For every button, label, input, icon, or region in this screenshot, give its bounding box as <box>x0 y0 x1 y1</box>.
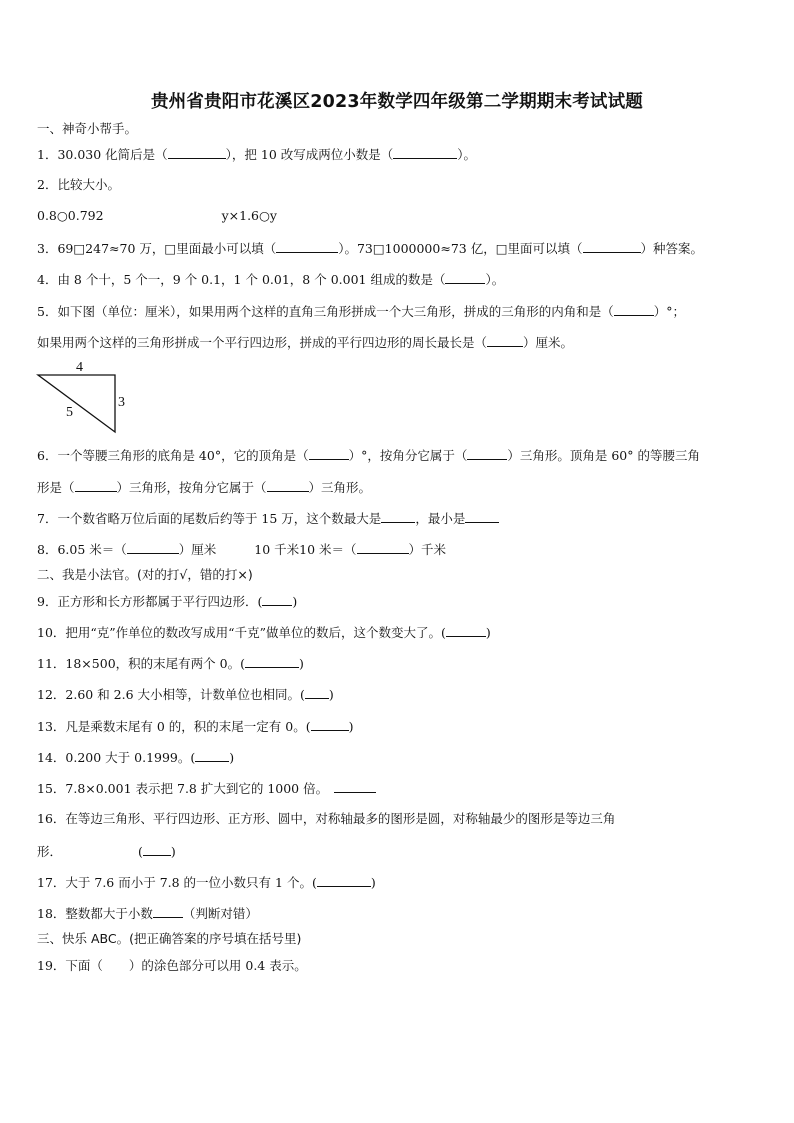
question-5-cont: 如果用两个这样的三角形拼成一个平行四边形，拼成的平行四边形的周长最长是（ ）厘米。 <box>37 335 574 350</box>
answer-blank[interactable] <box>445 271 485 284</box>
answer-blank[interactable] <box>465 510 499 523</box>
question-4: 4．由 8 个十，5 个一，9 个 0.1，1 个 0.01，8 个 0.001 组成的数是（ ）。 <box>37 272 505 287</box>
section-2-heading: 二、我是小法官。(对的打√，错的打×) <box>37 567 253 582</box>
question-5: 5．如下图（单位：厘米），如果用两个这样的直角三角形拼成一个大三角形，拼成的三角形的内角和是（ ）°； <box>37 304 685 319</box>
question-1: 1．30.030 化简后是（ ），把 10 改写成两位小数是（ ）。 <box>37 147 477 162</box>
answer-blank[interactable] <box>334 780 376 793</box>
compare-left: 0.8○0.792 <box>37 208 104 223</box>
answer-blank[interactable] <box>487 334 523 347</box>
answer-blank[interactable] <box>276 240 338 253</box>
answer-blank[interactable] <box>309 447 349 460</box>
section-1-heading: 一、神奇小帮手。 <box>37 121 138 136</box>
answer-blank[interactable] <box>381 510 415 523</box>
section-3-heading: 三、快乐 ABC。(把正确答案的序号填在括号里) <box>37 931 302 946</box>
question-11: 11．18×500，积的末尾有两个 0。( ) <box>37 656 304 671</box>
right-triangle-figure <box>30 358 140 438</box>
answer-blank[interactable] <box>245 655 299 668</box>
question-16: 16．在等边三角形、平行四边形、正方形、圆中，对称轴最多的图形是圆，对称轴最少的图形是等边三角 <box>37 811 616 826</box>
question-17: 17．大于 7.6 而小于 7.8 的一位小数只有 1 个。( ) <box>37 875 376 890</box>
question-8: 8．6.05 米＝（ ）厘米 10 千米10 米＝（ ）千米 <box>37 542 447 557</box>
figure-label-hypotenuse: 5 <box>66 405 73 420</box>
page-title: 贵州省贵阳市花溪区2023年数学四年级第二学期期末考试试题 <box>150 92 643 112</box>
answer-blank[interactable] <box>583 240 641 253</box>
answer-blank[interactable] <box>467 447 507 460</box>
question-6-cont: 形是（ ）三角形，按角分它属于（ ）三角形。 <box>37 480 372 495</box>
question-7: 7．一个数省略万位后面的尾数后约等于 15 万，这个数最大是 ，最小是 <box>37 510 499 527</box>
answer-blank[interactable] <box>317 874 371 887</box>
answer-blank[interactable] <box>127 541 179 554</box>
answer-blank[interactable] <box>262 593 292 606</box>
answer-blank[interactable] <box>614 303 654 316</box>
answer-blank[interactable] <box>143 843 171 856</box>
question-2: 2．比较大小。 <box>37 177 120 192</box>
answer-blank[interactable] <box>305 686 329 699</box>
question-9: 9．正方形和长方形都属于平行四边形．( ) <box>37 594 298 609</box>
question-18: 18．整数都大于小数 （判断对错） <box>37 906 258 921</box>
answer-blank[interactable] <box>195 749 229 762</box>
answer-blank[interactable] <box>267 479 309 492</box>
question-13: 13．凡是乘数末尾有 0 的，积的末尾一定有 0。( ) <box>37 719 354 734</box>
question-3: 3．69□247≈70 万，□里面最小可以填（ ）。73□1000000≈73 亿，□里面可以填（ ）种答案。 <box>37 241 704 256</box>
right-triangle-shape <box>38 375 115 432</box>
question-6: 6．一个等腰三角形的底角是 40°，它的顶角是（ ）°，按角分它属于（ ）三角形。顶角是 60° 的等腰三角 <box>37 448 700 463</box>
answer-blank[interactable] <box>153 905 183 918</box>
question-15: 15．7.8×0.001 表示把 7.8 扩大到它的 1000 倍。 <box>37 780 376 797</box>
question-2-compare <box>37 208 277 224</box>
question-16-cont: 形． ( ) <box>37 844 176 859</box>
answer-blank[interactable] <box>393 146 457 159</box>
answer-blank[interactable] <box>446 624 486 637</box>
answer-blank[interactable] <box>357 541 409 554</box>
answer-blank[interactable] <box>75 479 117 492</box>
question-10: 10．把用“克”作单位的数改写成用“千克”做单位的数后，这个数变大了。( ) <box>37 625 491 640</box>
question-19: 19．下面（ ）的涂色部分可以用 0.4 表示。 <box>37 958 307 973</box>
answer-blank[interactable] <box>311 718 349 731</box>
answer-blank[interactable] <box>168 146 226 159</box>
question-14: 14．0.200 大于 0.1999。( ) <box>37 750 235 765</box>
compare-right: y×1.6○y <box>221 208 277 223</box>
question-12: 12．2.60 和 2.6 大小相等，计数单位也相同。( ) <box>37 687 334 702</box>
figure-label-top: 4 <box>76 360 83 375</box>
figure-label-right: 3 <box>118 395 125 410</box>
